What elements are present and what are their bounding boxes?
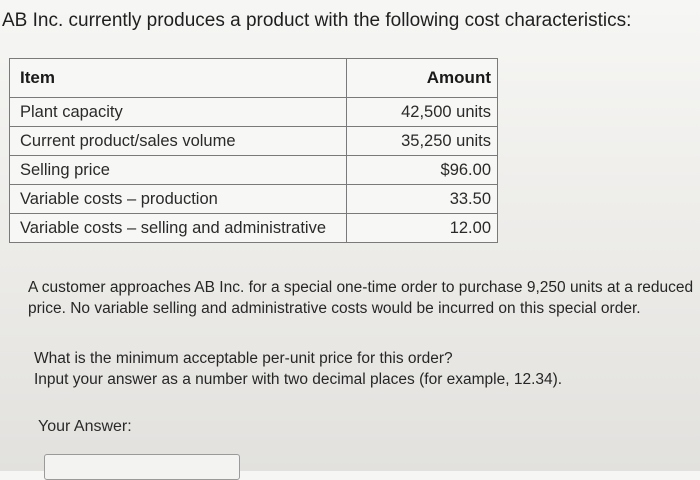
row-amount: 12.00 [347,214,498,243]
row-item: Selling price [10,156,347,185]
header-item: Item [10,59,347,98]
answer-input[interactable] [44,454,240,480]
row-item: Plant capacity [10,98,347,127]
table-row [10,98,498,127]
table-header-row [10,59,498,98]
scenario-paragraph: A customer approaches AB Inc. for a special one-time order to purchase 9,250 units at a reduced price. No variable selling and administrative costs would be incurred on this special order. [28,279,694,317]
table-row [10,127,498,156]
cost-table [9,58,498,243]
question-text: What is the minimum acceptable per-unit price for this order? [34,350,453,367]
row-item: Variable costs – selling and administrative [10,214,347,243]
table-row [10,185,498,214]
intro-text: AB Inc. currently produces a product with the following cost characteristics: [2,10,632,31]
answer-label: Your Answer: [38,418,132,435]
row-amount: 33.50 [347,185,498,214]
table-row [10,156,498,185]
header-amount: Amount [347,59,498,98]
row-item: Variable costs – production [10,185,347,214]
row-amount: $96.00 [347,156,498,185]
question-block [34,348,674,390]
row-amount: 42,500 units [347,98,498,127]
row-amount: 35,250 units [347,127,498,156]
row-item: Current product/sales volume [10,127,347,156]
table-row [10,214,498,243]
question-instructions: Input your answer as a number with two decimal places (for example, 12.34). [34,371,563,388]
